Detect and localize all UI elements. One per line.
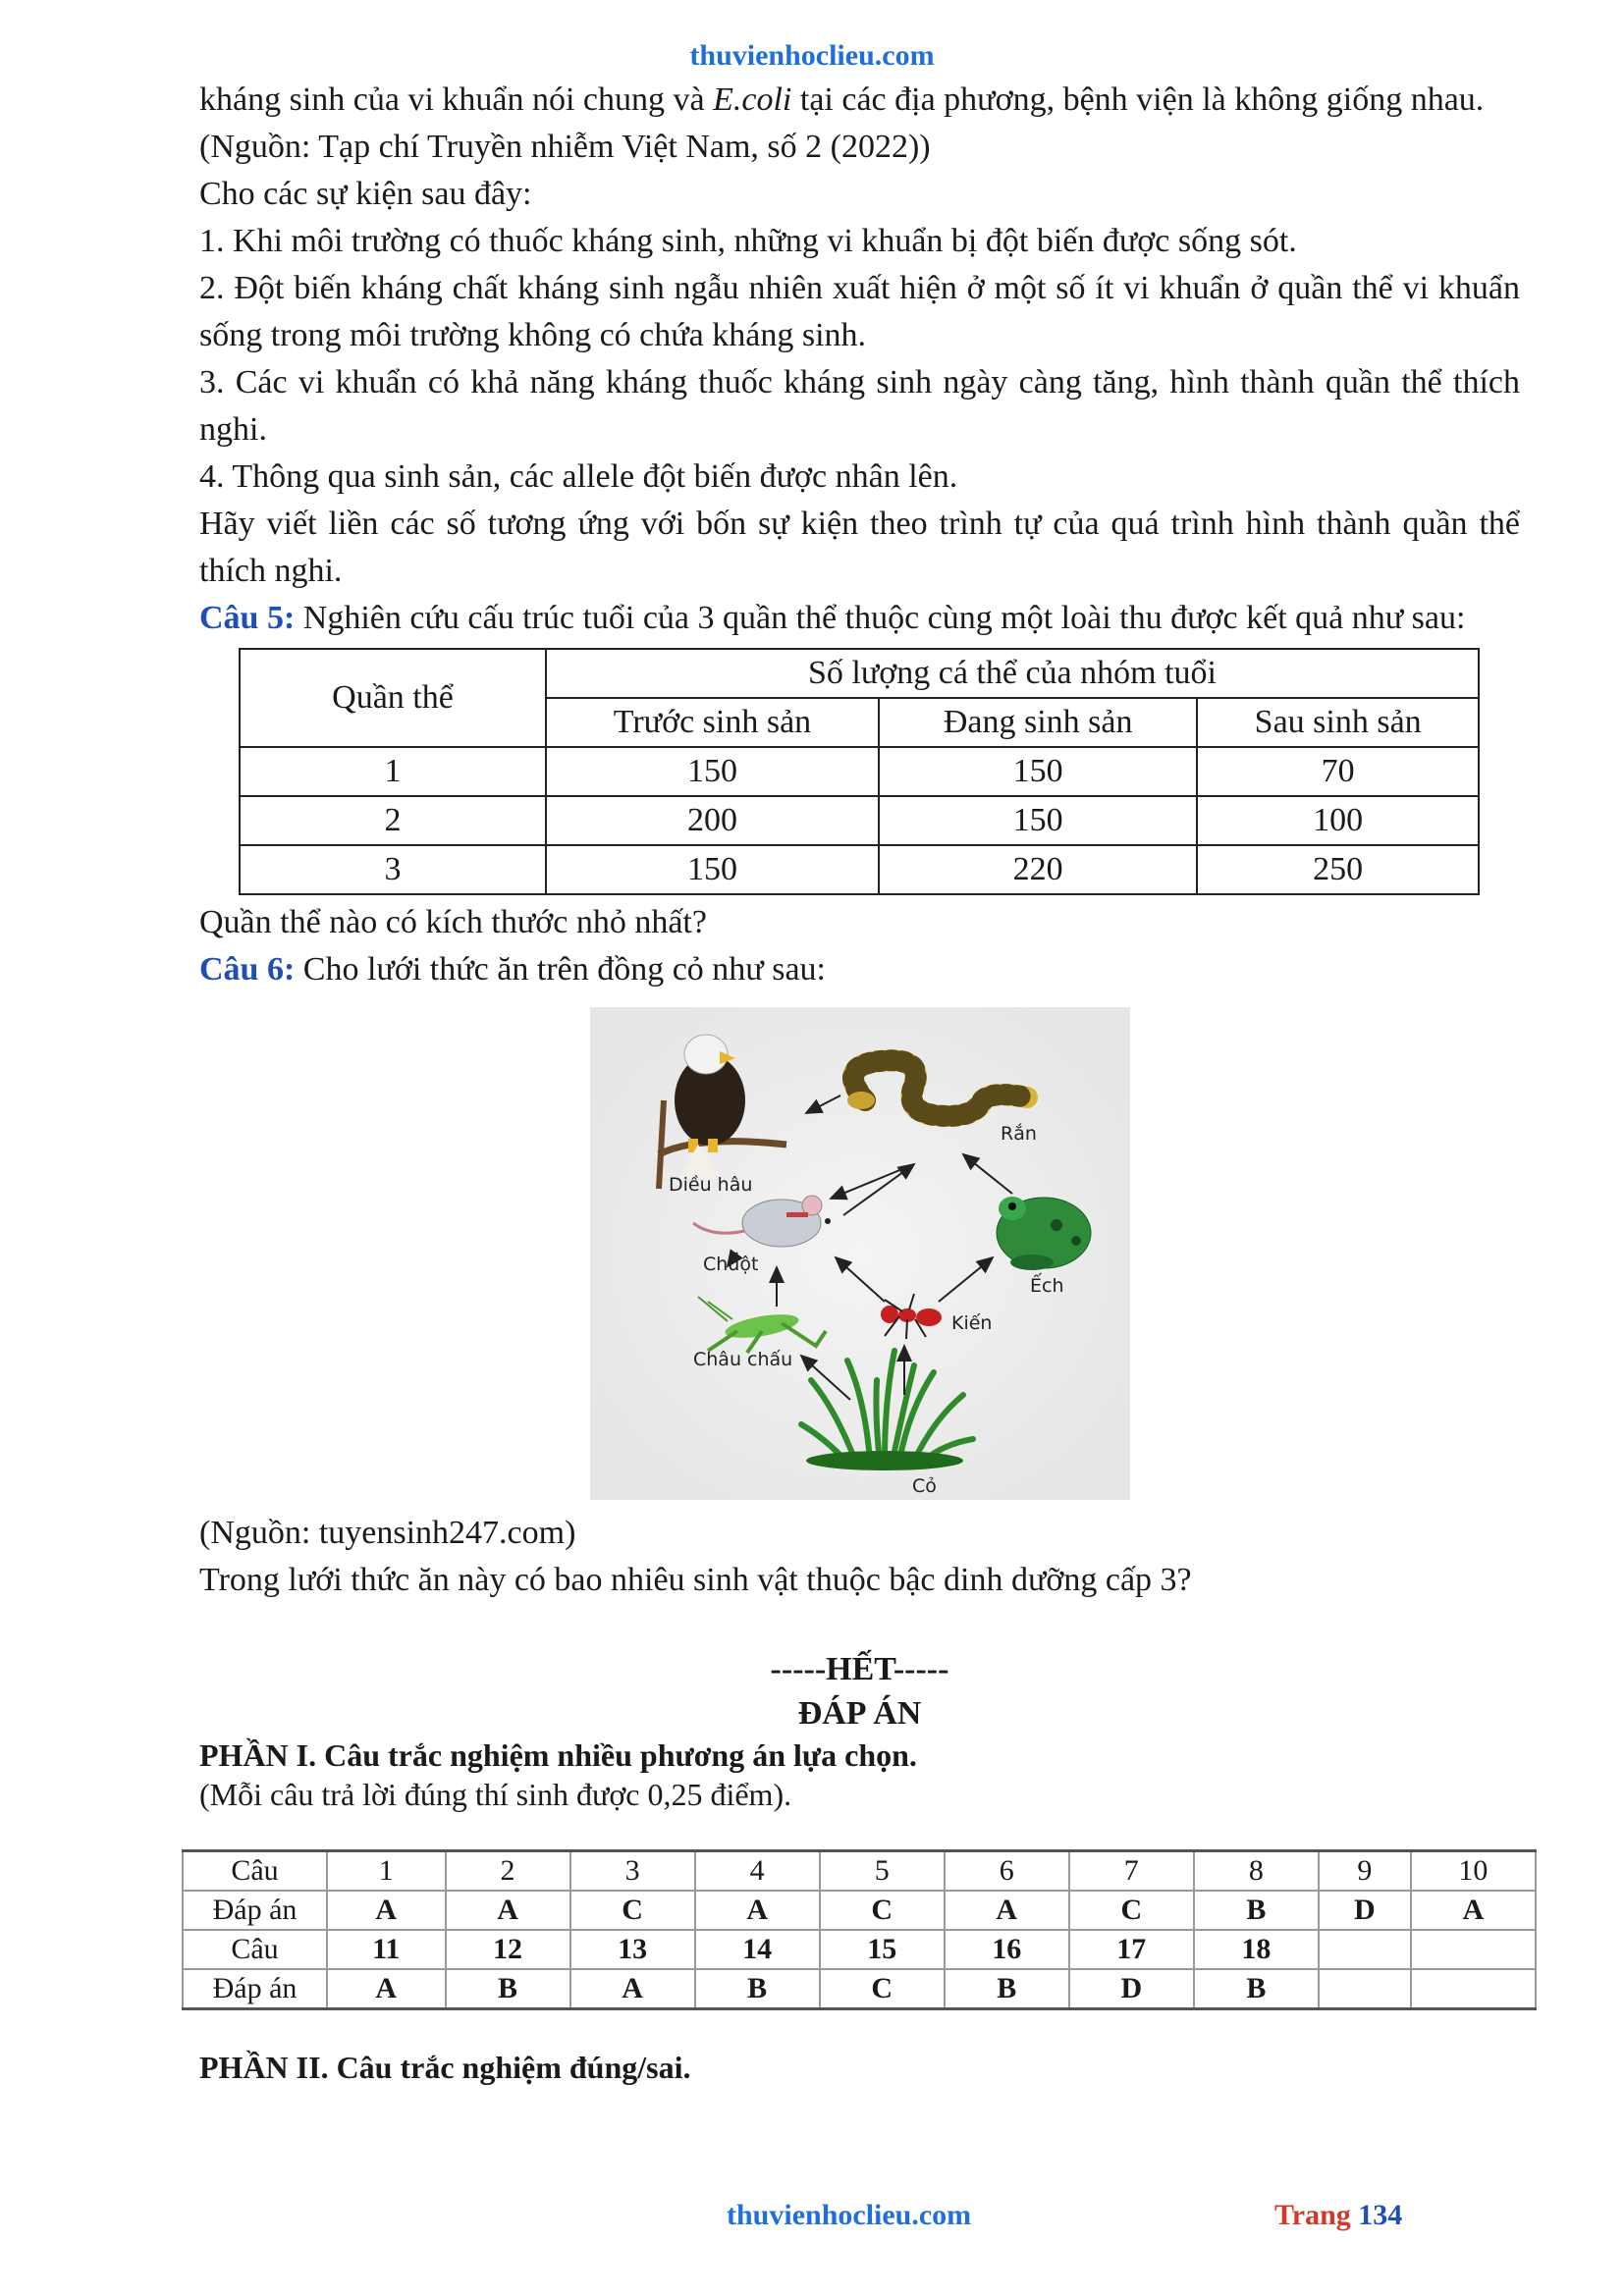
cell: 150 <box>879 796 1197 845</box>
cell: 5 <box>820 1851 945 1892</box>
source-1: (Nguồn: Tạp chí Truyền nhiễm Việt Nam, số 2 (2022)) <box>199 129 931 165</box>
cell: 100 <box>1197 796 1479 845</box>
cell: A <box>446 1891 570 1930</box>
cell: 6 <box>945 1851 1069 1892</box>
task-text: Hãy viết liền các số tương ứng với bốn sự kiện theo trình tự của quá trình hình thành quần thể thích nghi. <box>199 506 1520 589</box>
table-row <box>183 1891 1536 1930</box>
part-2-title: PHẦN II. Câu trắc nghiệm đúng/sai. <box>199 2050 691 2085</box>
spacer <box>199 2010 1520 2044</box>
cell: 2 <box>446 1851 570 1892</box>
cell: 1 <box>327 1851 446 1892</box>
page-number-value: 134 <box>1358 2199 1403 2231</box>
page-content <box>199 77 1520 2091</box>
answer-table <box>182 1849 1537 2010</box>
cell: 9 <box>1319 1851 1411 1892</box>
cell: A <box>695 1891 820 1930</box>
cell <box>1319 1969 1411 2009</box>
answer-title: ĐÁP ÁN <box>797 1695 922 1732</box>
row-label: Câu <box>183 1851 327 1892</box>
cell <box>1411 1969 1536 2009</box>
paragraph-antibiotic <box>199 77 1520 124</box>
cell: 150 <box>546 747 879 796</box>
question-6-label: Câu 6: <box>199 951 296 988</box>
cell: 18 <box>1194 1930 1319 1969</box>
question-6-text: Cho lưới thức ăn trên đồng cỏ như sau: <box>295 951 826 988</box>
cell: 220 <box>879 845 1197 894</box>
cell: 11 <box>327 1930 446 1969</box>
italic-species: E.coli <box>713 81 792 118</box>
cell: 10 <box>1411 1851 1536 1892</box>
cell: A <box>327 1891 446 1930</box>
label-ant: Kiến <box>951 1312 993 1334</box>
cell: C <box>820 1891 945 1930</box>
footer-site-link[interactable]: thuvienhoclieu.com <box>727 2199 972 2231</box>
text: kháng sinh của vi khuẩn nói chung và <box>199 81 714 118</box>
events-intro: Cho các sự kiện sau đây: <box>199 176 532 212</box>
food-web-figure <box>590 1007 1130 1500</box>
label-grass: Cỏ <box>912 1475 937 1497</box>
cell: A <box>327 1969 446 2009</box>
label-grasshopper: Châu chấu <box>693 1349 793 1370</box>
cell: 12 <box>446 1930 570 1969</box>
cell: 3 <box>240 845 546 894</box>
table-row <box>183 1930 1536 1969</box>
source-2: (Nguồn: tuyensinh247.com) <box>199 1515 576 1551</box>
table-row <box>240 796 1479 845</box>
cell: D <box>1069 1969 1194 2009</box>
event-1: 1. Khi môi trường có thuốc kháng sinh, những vi khuẩn bị đột biến được sống sót. <box>199 223 1297 259</box>
cell: 150 <box>879 747 1197 796</box>
label-hawk: Diều hâu <box>669 1174 753 1196</box>
cell: 4 <box>695 1851 820 1892</box>
cell: 250 <box>1197 845 1479 894</box>
question-5-label: Câu 5: <box>199 600 296 636</box>
page-number <box>1274 2199 1402 2232</box>
header-reproductive: Đang sinh sản <box>879 698 1197 747</box>
cell <box>1411 1930 1536 1969</box>
cell: B <box>945 1969 1069 2009</box>
event-4: 4. Thông qua sinh sản, các allele đột biến được nhân lên. <box>199 458 958 495</box>
cell: 14 <box>695 1930 820 1969</box>
spacer <box>199 1814 1520 1840</box>
cell <box>1319 1930 1411 1969</box>
label-frog: Ếch <box>1030 1275 1064 1297</box>
table-row <box>183 1851 1536 1892</box>
cell: 16 <box>945 1930 1069 1969</box>
header-site-link[interactable]: thuvienhoclieu.com <box>689 39 935 72</box>
spacer <box>199 1604 1520 1647</box>
cell: 70 <box>1197 747 1479 796</box>
cell: 8 <box>1194 1851 1319 1892</box>
label-mouse: Chuột <box>703 1254 759 1275</box>
cell: 15 <box>820 1930 945 1969</box>
cell: B <box>1194 1891 1319 1930</box>
cell: 7 <box>1069 1851 1194 1892</box>
question-5 <box>199 595 1520 642</box>
page-label: Trang <box>1274 2199 1359 2231</box>
table-row <box>183 1969 1536 2009</box>
cell: 13 <box>570 1930 695 1969</box>
header-age-groups: Số lượng cá thể của nhóm tuổi <box>546 649 1479 698</box>
cell: 2 <box>240 796 546 845</box>
header-population: Quần thể <box>240 649 546 747</box>
cell: C <box>820 1969 945 2009</box>
cell: C <box>1069 1891 1194 1930</box>
header-pre-reproductive: Trước sinh sản <box>546 698 879 747</box>
cell: C <box>570 1891 695 1930</box>
part-1-title: PHẦN I. Câu trắc nghiệm nhiều phương án lựa chọn. <box>199 1737 917 1773</box>
cell: B <box>1194 1969 1319 2009</box>
question-6 <box>199 946 1520 993</box>
cell: A <box>1411 1891 1536 1930</box>
event-2: 2. Đột biến kháng chất kháng sinh ngẫu nhiên xuất hiện ở một số ít vi khuẩn ở quần thể vi khuẩn sống trong môi trường không có chứa kháng sinh. <box>199 270 1520 353</box>
cell: 200 <box>546 796 879 845</box>
cell: 17 <box>1069 1930 1194 1969</box>
end-mark: -----HẾT----- <box>770 1651 949 1687</box>
label-snake: Rắn <box>1001 1123 1037 1145</box>
question-5-prompt: Quần thể nào có kích thước nhỏ nhất? <box>199 904 707 940</box>
table-row <box>240 747 1479 796</box>
cell: 1 <box>240 747 546 796</box>
row-label: Đáp án <box>183 1969 327 2009</box>
cell: A <box>945 1891 1069 1930</box>
row-label: Đáp án <box>183 1891 327 1930</box>
cell: B <box>695 1969 820 2009</box>
part-1-note: (Mỗi câu trả lời đúng thí sinh được 0,25 điểm). <box>199 1777 792 1812</box>
table-row <box>240 845 1479 894</box>
cell: D <box>1319 1891 1411 1930</box>
cell: 3 <box>570 1851 695 1892</box>
text: tại các địa phương, bệnh viện là không giống nhau. <box>791 81 1485 118</box>
header-post-reproductive: Sau sinh sản <box>1197 698 1479 747</box>
cell: B <box>446 1969 570 2009</box>
question-5-text: Nghiên cứu cấu trúc tuổi của 3 quần thể thuộc cùng một loài thu được kết quả như sau: <box>295 600 1466 636</box>
cell: A <box>570 1969 695 2009</box>
question-6-prompt: Trong lưới thức ăn này có bao nhiêu sinh vật thuộc bậc dinh dưỡng cấp 3? <box>199 1562 1192 1598</box>
row-label: Câu <box>183 1930 327 1969</box>
event-3: 3. Các vi khuẩn có khả năng kháng thuốc kháng sinh ngày càng tăng, hình thành quần thể thích nghi. <box>199 364 1520 448</box>
age-structure-table <box>239 648 1480 895</box>
cell: 150 <box>546 845 879 894</box>
